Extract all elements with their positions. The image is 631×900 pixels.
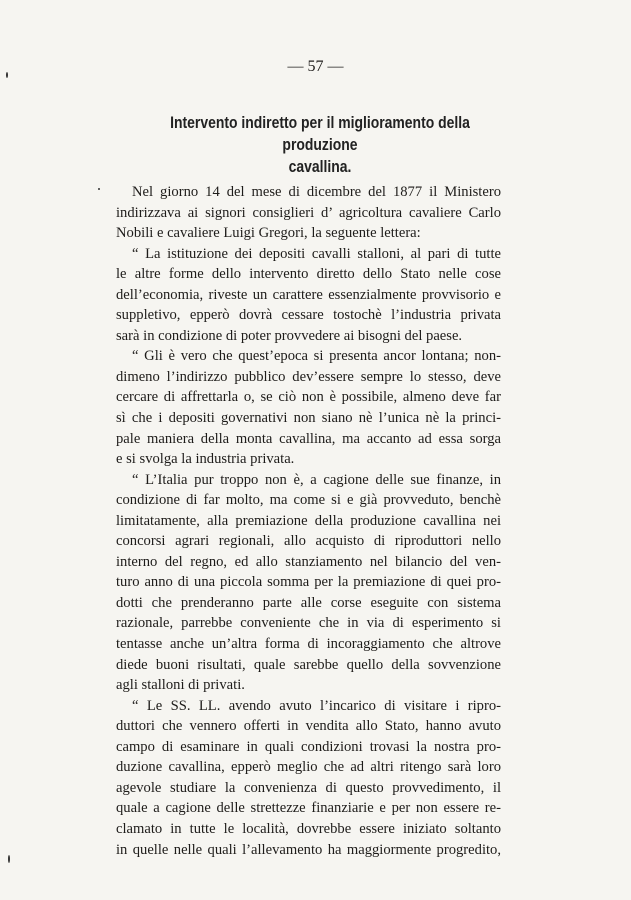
text-line: suppletivo, epperò dovrà cessare tostochè l’industria privata	[116, 307, 501, 324]
text-line: sarà in condizione di poter provvedere ai bisogni del paese.	[116, 327, 463, 344]
title-line: cavallina.	[288, 157, 352, 176]
text-line: duttori che vennero offerti in vendita allo Stato, hanno avuto	[116, 718, 501, 735]
text-line: e si svolga la industria privata.	[116, 451, 295, 468]
body-text	[116, 182, 501, 860]
text-line: condizione di far molto, ma come si e già provveduto, benchè	[116, 492, 501, 509]
text-line: cercare di affrettarla o, se ciò non è possibile, almeno deve far	[116, 389, 501, 406]
text-line: dotti che prenderanno parte alle corse eseguite con sistema	[116, 594, 501, 611]
text-line: diede buoni risultati, quale sarebbe quello della sovvenzione	[116, 656, 501, 673]
text-line: le altre forme dello intervento diretto dello Stato nelle cose	[116, 266, 501, 283]
title-line: Intervento indiretto per il miglioramento della produzione	[170, 113, 470, 154]
scan-speck	[98, 188, 100, 190]
text-line: turo anno di una piccola somma per la premiazione di quei pro-	[116, 574, 501, 591]
text-line: “ Le SS. LL. avendo avuto l’incarico di visitare i ripro-	[132, 697, 501, 714]
text-line: limitatamente, alla premiazione della produzione cavallina nei	[116, 512, 501, 529]
text-line: dell’economia, riveste un carattere essenzialmente provvisorio e	[116, 286, 501, 303]
page-number: — 57 —	[287, 58, 344, 75]
text-line: quale a cagione delle strettezze finanziarie e per non essere re-	[116, 800, 501, 817]
text-line: pale maniera della monta cavallina, ma accanto ad essa sorga	[116, 430, 501, 447]
text-line: concorsi agrari regionali, allo acquisto di riproduttori nello	[116, 533, 501, 550]
text-line: interno del regno, ed allo stanziamento nel bilancio del ven-	[116, 553, 501, 570]
text-line: “ La istituzione dei depositi cavalli stalloni, al pari di tutte	[132, 245, 501, 262]
text-line: tentasse anche un’altra forma di incoraggiamento che altrove	[116, 636, 501, 653]
section-title	[140, 112, 501, 178]
scan-speck	[8, 855, 10, 863]
text-line: “ Gli è vero che quest’epoca si presenta ancor lontana; non-	[132, 348, 501, 365]
text-line: Nel giorno 14 del mese di dicembre del 1877 il Ministero	[132, 184, 501, 200]
text-line: duzione cavallina, epperò meglio che ad altri ritengo sarà loro	[116, 759, 501, 776]
text-line: clamato in tutte le località, dovrebbe essere iniziato soltanto	[116, 820, 501, 837]
text-line: indirizzava ai signori consiglieri d’ agricoltura cavaliere Carlo	[116, 204, 501, 221]
text-line: dimeno l’indirizzo pubblico dev’essere sempre lo stesso, deve	[116, 368, 501, 385]
text-line: razionale, parrebbe conveniente che in via di esperimento si	[116, 615, 501, 632]
scan-speck	[6, 72, 8, 78]
text-line: agevole studiare la convenienza di questo provvedimento, il	[116, 779, 501, 796]
text-line: Nobili e cavaliere Luigi Gregori, la seguente lettera:	[116, 225, 421, 242]
text-line: campo di esaminare in quali condizioni trovasi la nostra pro-	[116, 738, 501, 755]
text-line: in quelle nelle quali l’allevamento ha maggiormente progredito,	[116, 841, 501, 858]
text-line: sì che i depositi governativi non siano nè l’unica nè la princi-	[116, 410, 501, 427]
text-line: “ L’Italia pur troppo non è, a cagione delle sue finanze, in	[132, 471, 501, 488]
text-line: agli stalloni di privati.	[116, 677, 245, 694]
